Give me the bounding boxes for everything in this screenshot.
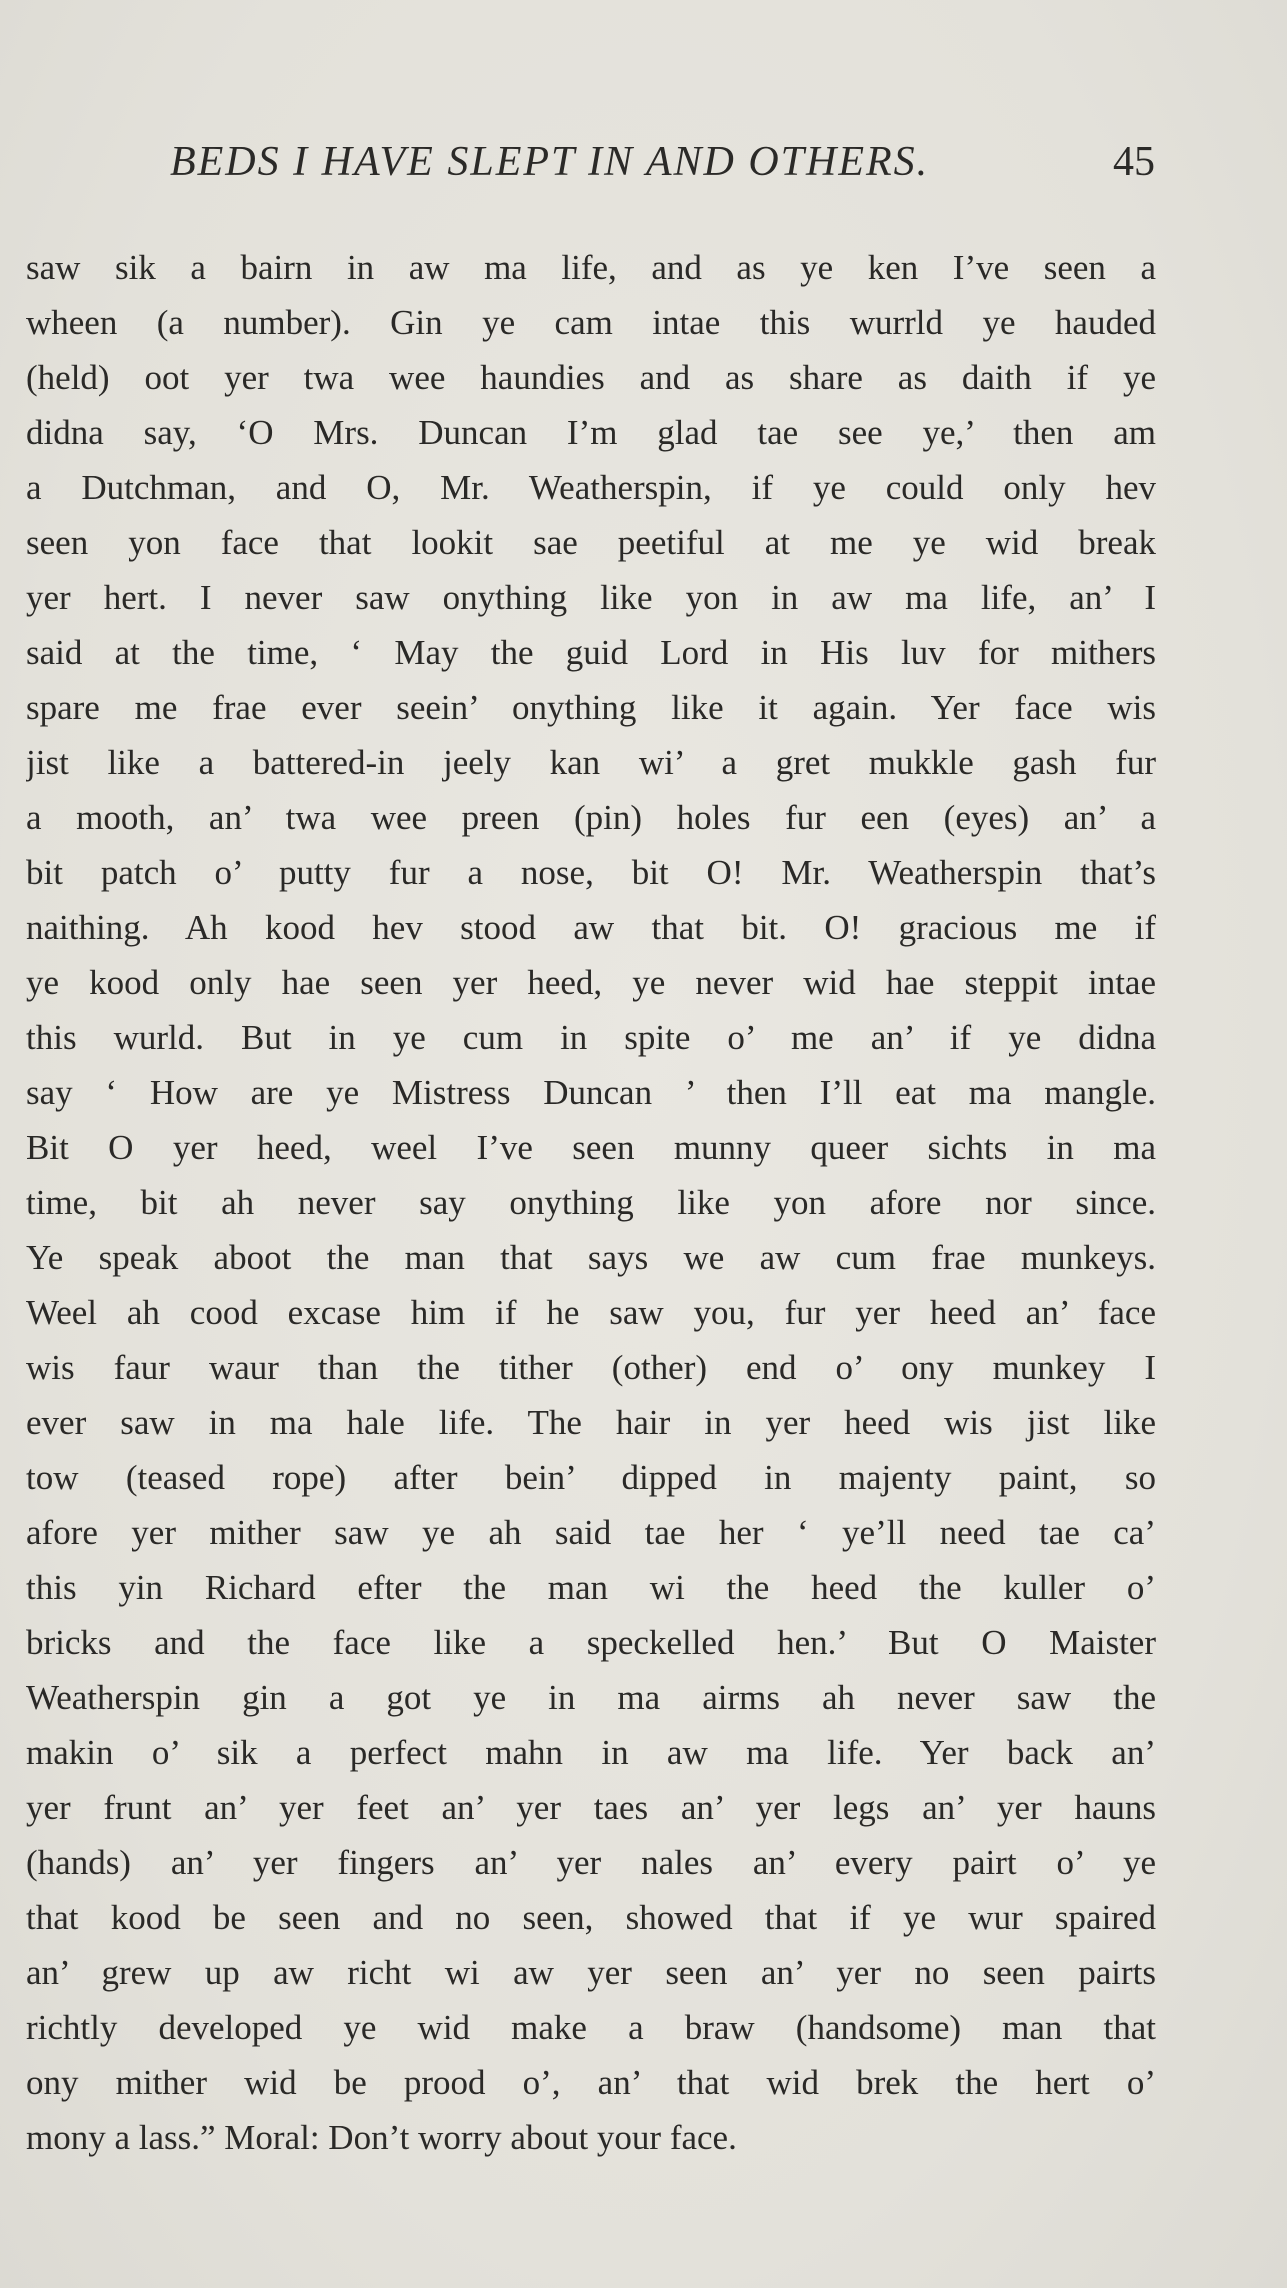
text-line: this wurld. But in ye cum in spite o’ me an’ if ye didna bbox=[26, 1018, 1156, 1057]
text-line: Bit O yer heed, weel I’ve seen munny queer sichts in ma bbox=[26, 1128, 1156, 1167]
text-line: ever saw in ma hale life. The hair in yer heed wis jist like bbox=[26, 1403, 1156, 1442]
text-line: bit patch o’ putty fur a nose, bit O! Mr. Weatherspin that’s bbox=[26, 853, 1156, 892]
text-line: Ye speak aboot the man that says we aw cum frae munkeys. bbox=[26, 1238, 1156, 1277]
body-text bbox=[26, 240, 1156, 2165]
text-line: naithing. Ah kood hev stood aw that bit. O! gracious me if bbox=[26, 908, 1156, 947]
text-line: mony a lass.” Moral: Don’t worry about your face. bbox=[26, 2118, 737, 2157]
page-number: 45 bbox=[1113, 139, 1155, 185]
running-title: BEDS I HAVE SLEPT IN AND OTHERS. bbox=[170, 139, 930, 185]
text-line: this yin Richard efter the man wi the heed the kuller o’ bbox=[26, 1568, 1156, 1607]
text-line: saw sik a bairn in aw ma life, and as ye ken I’ve seen a bbox=[26, 248, 1156, 287]
text-line: ony mither wid be prood o’, an’ that wid brek the hert o’ bbox=[26, 2063, 1156, 2102]
text-line: tow (teased rope) after bein’ dipped in majenty paint, so bbox=[26, 1458, 1156, 1497]
text-line: makin o’ sik a perfect mahn in aw ma life. Yer back an’ bbox=[26, 1733, 1156, 1772]
text-line: richtly developed ye wid make a braw (handsome) man that bbox=[26, 2008, 1156, 2047]
text-line: said at the time, ‘ May the guid Lord in His luv for mithers bbox=[26, 633, 1156, 672]
text-line: a mooth, an’ twa wee preen (pin) holes fur een (eyes) an’ a bbox=[26, 798, 1156, 837]
text-line: didna say, ‘O Mrs. Duncan I’m glad tae see ye,’ then am bbox=[26, 413, 1156, 452]
text-line: yer hert. I never saw onything like yon in aw ma life, an’ I bbox=[26, 578, 1156, 617]
text-line: that kood be seen and no seen, showed that if ye wur spaired bbox=[26, 1898, 1156, 1937]
text-line: an’ grew up aw richt wi aw yer seen an’ yer no seen pairts bbox=[26, 1953, 1156, 1992]
text-line: a Dutchman, and O, Mr. Weatherspin, if ye could only hev bbox=[26, 468, 1156, 507]
text-line: (hands) an’ yer fingers an’ yer nales an’ every pairt o’ ye bbox=[26, 1843, 1156, 1882]
text-line: bricks and the face like a speckelled hen.’ But O Maister bbox=[26, 1623, 1156, 1662]
text-line: time, bit ah never say onything like yon afore nor since. bbox=[26, 1183, 1156, 1222]
text-line: afore yer mither saw ye ah said tae her ‘ ye’ll need tae ca’ bbox=[26, 1513, 1156, 1552]
text-line: Weatherspin gin a got ye in ma airms ah never saw the bbox=[26, 1678, 1156, 1717]
text-line: (held) oot yer twa wee haundies and as share as daith if ye bbox=[26, 358, 1156, 397]
text-line: say ‘ How are ye Mistress Duncan ’ then I’ll eat ma mangle. bbox=[26, 1073, 1156, 1112]
text-line: seen yon face that lookit sae peetiful at me ye wid break bbox=[26, 523, 1156, 562]
text-line: yer frunt an’ yer feet an’ yer taes an’ yer legs an’ yer hauns bbox=[26, 1788, 1156, 1827]
text-line: wis faur waur than the tither (other) end o’ ony munkey I bbox=[26, 1348, 1156, 1387]
text-line: spare me frae ever seein’ onything like it again. Yer face wis bbox=[26, 688, 1156, 727]
text-line: jist like a battered-in jeely kan wi’ a gret mukkle gash fur bbox=[26, 743, 1156, 782]
running-head bbox=[0, 138, 1287, 198]
text-line: wheen (a number). Gin ye cam intae this wurrld ye hauded bbox=[26, 303, 1156, 342]
text-line: Weel ah cood excase him if he saw you, fur yer heed an’ face bbox=[26, 1293, 1156, 1332]
text-line: ye kood only hae seen yer heed, ye never wid hae steppit intae bbox=[26, 963, 1156, 1002]
